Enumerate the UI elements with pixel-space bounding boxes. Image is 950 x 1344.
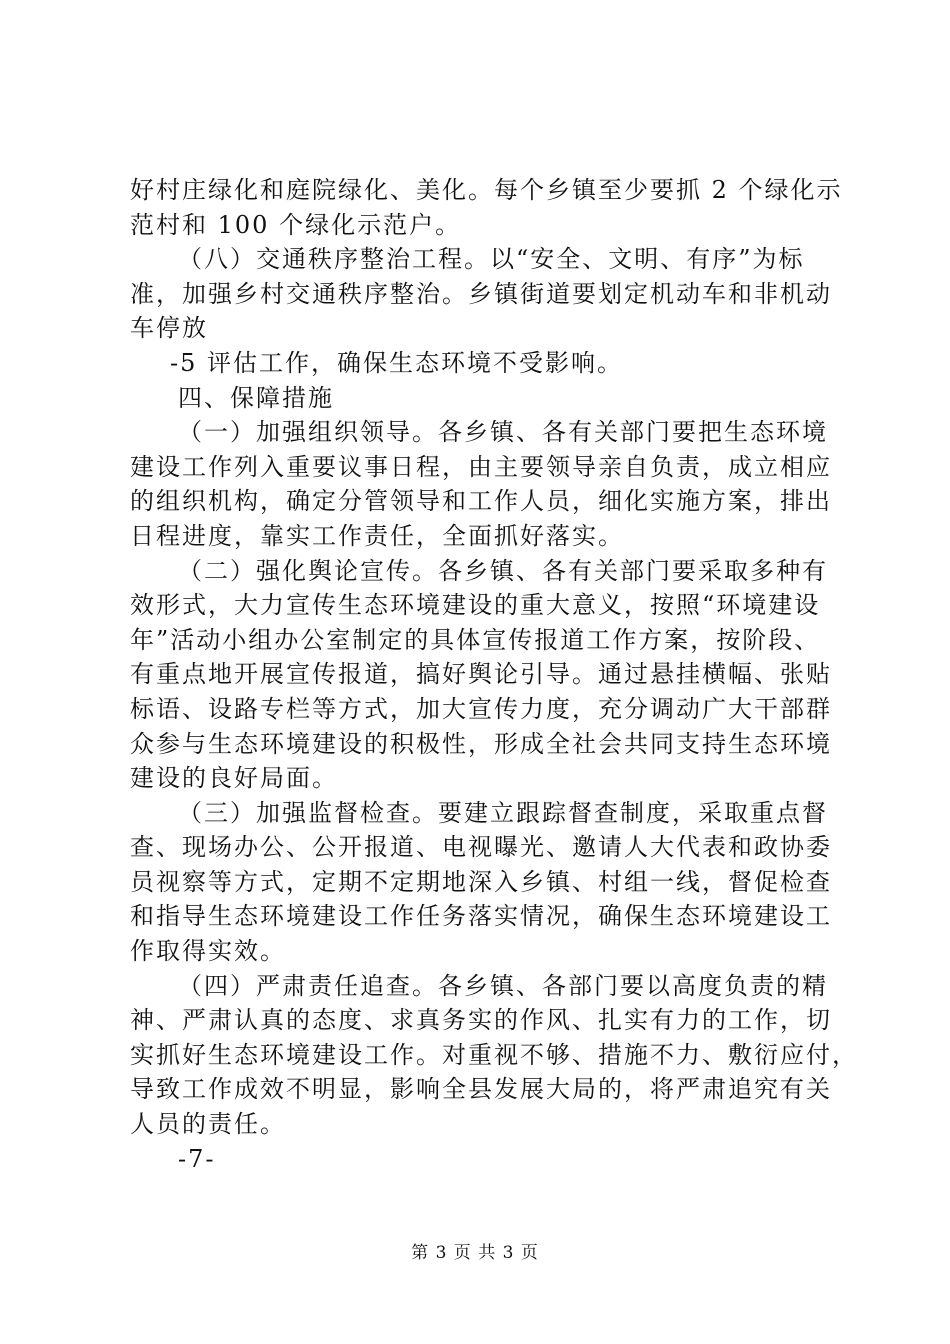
text-line: 众参与生态环境建设的积极性，形成全社会共同支持生态环境 bbox=[130, 729, 832, 758]
paragraph-4-start: （四）严肃责任追查。各乡镇、各部门要以高度负责的精 bbox=[178, 971, 828, 1000]
paragraph-2-start: （二）强化舆论宣传。各乡镇、各有关部门要采取多种有 bbox=[178, 556, 828, 585]
text-line: 建设的良好局面。 bbox=[130, 764, 338, 793]
paragraph-1-start: （一）加强组织领导。各乡镇、各有关部门要把生态环境 bbox=[178, 418, 828, 447]
text-line: 导致工作成效不明显，影响全县发展大局的，将严肃追究有关 bbox=[130, 1075, 832, 1104]
page-indicator: 第 3 页 共 3 页 bbox=[411, 1243, 539, 1263]
text-line: 建设工作列入重要议事日程，由主要领导亲自负责，成立相应 bbox=[130, 452, 832, 481]
text-line: 和指导生态环境建设工作任务落实情况，确保生态环境建设工 bbox=[130, 902, 832, 931]
text-line: 员视察等方式，定期不定期地深入乡镇、村组一线，督促检查 bbox=[130, 867, 832, 896]
text-line: 标语、设路专栏等方式，加大宣传力度，充分调动广大干部群 bbox=[130, 694, 832, 723]
text-line: 作取得实效。 bbox=[130, 937, 286, 966]
page-footer bbox=[0, 1242, 950, 1264]
text-line: 准，加强乡村交通秩序整治。乡镇街道要划定机动车和非机动 bbox=[130, 279, 832, 308]
text-line: 好村庄绿化和庭院绿化、美化。每个乡镇至少要抓 2 个绿化示 bbox=[130, 176, 843, 204]
paragraph-3-start: （三）加强监督检查。要建立跟踪督查制度，采取重点督 bbox=[178, 798, 828, 827]
text-line: 年”活动小组办公室制定的具体宣传报道工作方案，按阶段、 bbox=[130, 625, 821, 654]
text-line: 日程进度，靠实工作责任，全面抓好落实。 bbox=[130, 521, 624, 550]
text-line: -5 评估工作，确保生态环境不受影响。 bbox=[170, 348, 624, 377]
text-line: 范村和 100 个绿化示范户。 bbox=[130, 210, 462, 239]
text-line: 有重点地开展宣传报道，搞好舆论引导。通过悬挂横幅、张贴 bbox=[130, 660, 832, 689]
text-line: 神、严肃认真的态度、求真务实的作风、扎实有力的工作，切 bbox=[130, 1006, 832, 1035]
inline-page-number: -7- bbox=[178, 1144, 216, 1173]
text-line: 人员的责任。 bbox=[130, 1110, 286, 1139]
text-line: 车停放 bbox=[130, 314, 208, 343]
text-line: 效形式，大力宣传生态环境建设的重大意义，按照“环境建设 bbox=[130, 591, 821, 620]
section-heading-8: （八）交通秩序整治工程。以“安全、文明、有序”为标 bbox=[178, 245, 805, 274]
text-line: 实抓好生态环境建设工作。对重视不够、措施不力、敷衍应付， bbox=[130, 1040, 858, 1069]
document-body bbox=[130, 173, 858, 1176]
text-line: 的组织机构，确定分管领导和工作人员，细化实施方案，排出 bbox=[130, 487, 832, 516]
section-title-safeguards: 四、保障措施 bbox=[178, 383, 334, 412]
text-line: 查、现场办公、公开报道、电视曝光、邀请人大代表和政协委 bbox=[130, 833, 832, 862]
